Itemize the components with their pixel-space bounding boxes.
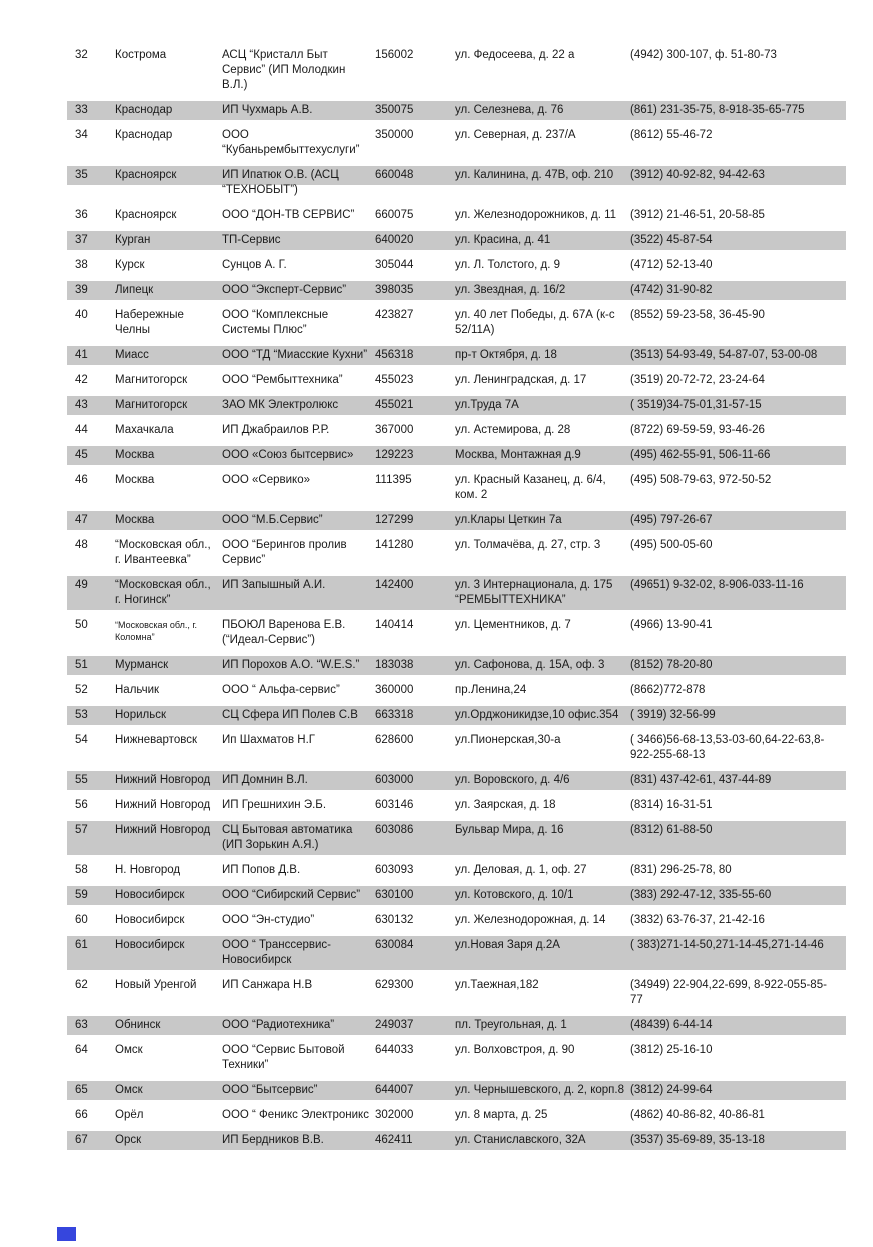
phone-cell: (4862) 40-86-82, 40-86-81 (630, 1109, 765, 1121)
address-cell: ул.Пионерская,30-а (455, 734, 561, 746)
address-cell: ул.Таежная,182 (455, 979, 539, 991)
city-cell: Норильск (115, 709, 167, 721)
table-row (67, 46, 846, 95)
phone-cell: (495) 500-05-60 (630, 539, 713, 551)
phone-cell: (3912) 40-92-82, 94-42-63 (630, 169, 765, 181)
row-number: 48 (75, 539, 88, 551)
postal-code-cell: 640020 (375, 234, 414, 246)
postal-code-cell: 129223 (375, 449, 414, 461)
postal-code-cell: 156002 (375, 49, 414, 61)
company-cell: ООО “ Альфа-сервис” (222, 684, 340, 696)
postal-code-cell: 305044 (375, 259, 414, 271)
address-cell: ул. Селезнева, д. 76 (455, 104, 564, 116)
company-cell: ТП-Сервис (222, 234, 281, 246)
row-number: 62 (75, 979, 88, 991)
row-number: 38 (75, 259, 88, 271)
company-cell: ООО «Сервико» (222, 474, 311, 486)
postal-code-cell: 462411 (375, 1134, 413, 1146)
table-row (67, 681, 846, 700)
company-cell: ИП Попов Д.В. (222, 864, 301, 876)
table-row (67, 1131, 846, 1150)
city-cell: Курган (115, 234, 151, 246)
row-number: 47 (75, 514, 88, 526)
postal-code-cell: 249037 (375, 1019, 414, 1031)
phone-cell: (49651) 9-32-02, 8-906-033-11-16 (630, 579, 804, 591)
address-cell: ул. Деловая, д. 1, оф. 27 (455, 864, 587, 876)
table-row (67, 771, 846, 790)
row-number: 32 (75, 49, 88, 61)
table-row (67, 396, 846, 415)
table-row (67, 1016, 846, 1035)
postal-code-cell: 350000 (375, 129, 414, 141)
row-number: 60 (75, 914, 88, 926)
table-row (67, 616, 846, 650)
city-cell: Набережные Челны (115, 309, 184, 336)
address-cell: ул. Северная, д. 237/А (455, 129, 576, 141)
postal-code-cell: 603093 (375, 864, 414, 876)
phone-cell: (3812) 24-99-64 (630, 1084, 713, 1096)
city-cell: Кострома (115, 49, 167, 61)
city-cell: Москва (115, 474, 155, 486)
postal-code-cell: 630100 (375, 889, 414, 901)
address-cell: ул.Орджоникидзе,10 офис.354 (455, 709, 619, 721)
phone-cell: (3912) 21-46-51, 20-58-85 (630, 209, 765, 221)
city-cell: Миасс (115, 349, 149, 361)
postal-code-cell: 423827 (375, 309, 414, 321)
address-cell: ул. 8 марта, д. 25 (455, 1109, 548, 1121)
table-row (67, 126, 846, 160)
table-row (67, 976, 846, 1010)
company-cell: ООО “Берингов пролив Сервис” (222, 539, 347, 566)
postal-code-cell: 630084 (375, 939, 414, 951)
company-cell: ООО “Бытсервис” (222, 1084, 318, 1096)
address-cell: пл. Треугольная, д. 1 (455, 1019, 567, 1031)
phone-cell: (8552) 59-23-58, 36-45-90 (630, 309, 765, 321)
company-cell: ИП Санжара Н.В (222, 979, 313, 991)
phone-cell: (495) 508-79-63, 972-50-52 (630, 474, 772, 486)
postal-code-cell: 302000 (375, 1109, 414, 1121)
address-cell: ул. Волховстроя, д. 90 (455, 1044, 575, 1056)
company-cell: ООО “ Транссервис-Новосибирск (222, 939, 331, 966)
table-row (67, 706, 846, 725)
city-cell: Н. Новгород (115, 864, 181, 876)
postal-code-cell: 142400 (375, 579, 414, 591)
row-number: 58 (75, 864, 88, 876)
table-row (67, 821, 846, 855)
city-cell: Нижневартовск (115, 734, 197, 746)
address-cell: ул. Ленинградская, д. 17 (455, 374, 587, 386)
postal-code-cell: 183038 (375, 659, 414, 671)
city-cell: Красноярск (115, 169, 177, 181)
row-number: 34 (75, 129, 88, 141)
postal-code-cell: 628600 (375, 734, 414, 746)
address-cell: ул. Цементников, д. 7 (455, 619, 571, 631)
table-row (67, 731, 846, 765)
postal-code-cell: 660048 (375, 169, 414, 181)
company-cell: ООО “Эксперт-Сервис” (222, 284, 347, 296)
phone-cell: (8152) 78-20-80 (630, 659, 713, 671)
phone-cell: (495) 797-26-67 (630, 514, 713, 526)
city-cell: Омск (115, 1044, 143, 1056)
city-cell: “Московская обл., г. Ногинск” (115, 579, 211, 606)
company-cell: ООО «Союз бытсервис» (222, 449, 354, 461)
city-cell: Новосибирск (115, 939, 185, 951)
city-cell: Магнитогорск (115, 374, 188, 386)
phone-cell: (8314) 16-31-51 (630, 799, 713, 811)
address-cell: ул. Федосеева, д. 22 а (455, 49, 575, 61)
blue-square-marker (57, 1227, 76, 1241)
postal-code-cell: 350075 (375, 104, 414, 116)
phone-cell: (8612) 55-46-72 (630, 129, 713, 141)
phone-cell: (383) 292-47-12, 335-55-60 (630, 889, 772, 901)
phone-cell: (4966) 13-90-41 (630, 619, 713, 631)
address-cell: ул. Сафонова, д. 15А, оф. 3 (455, 659, 605, 671)
phone-cell: (4712) 52-13-40 (630, 259, 713, 271)
row-number: 56 (75, 799, 88, 811)
address-cell: ул. Красный Казанец, д. 6/4, ком. 2 (455, 474, 606, 501)
postal-code-cell: 630132 (375, 914, 414, 926)
phone-cell: (48439) 6-44-14 (630, 1019, 713, 1031)
phone-cell: (3832) 63-76-37, 21-42-16 (630, 914, 765, 926)
city-cell: Нальчик (115, 684, 160, 696)
city-cell: Липецк (115, 284, 154, 296)
table-row (67, 421, 846, 440)
postal-code-cell: 663318 (375, 709, 414, 721)
row-number: 63 (75, 1019, 88, 1031)
table-row (67, 206, 846, 225)
row-number: 66 (75, 1109, 88, 1121)
address-cell: ул.Клары Цеткин 7а (455, 514, 562, 526)
company-cell: СЦ Бытовая автоматика (ИП Зорькин А.Я.) (222, 824, 353, 851)
address-cell: ул. Л. Толстого, д. 9 (455, 259, 561, 271)
company-cell: ООО “Сервис Бытовой Техники” (222, 1044, 345, 1071)
address-cell: ул. Астемирова, д. 28 (455, 424, 571, 436)
company-cell: ООО “Комплексные Системы Плюс” (222, 309, 329, 336)
row-number: 53 (75, 709, 88, 721)
address-cell: пр.Ленина,24 (455, 684, 527, 696)
postal-code-cell: 660075 (375, 209, 414, 221)
address-cell: ул. 3 Интернационала, д. 175 “РЕМБЫТТЕХНИКА” (455, 579, 613, 606)
table-row (67, 1106, 846, 1125)
company-cell: Ип Шахматов Н.Г (222, 734, 315, 746)
table-row (67, 861, 846, 880)
postal-code-cell: 111395 (375, 474, 412, 486)
address-cell: ул.Новая Заря д.2А (455, 939, 560, 951)
postal-code-cell: 360000 (375, 684, 414, 696)
company-cell: ПБОЮЛ Варенова Е.В. (“Идеал-Сервис”) (222, 619, 346, 646)
phone-cell: ( 3466)56-68-13,53-03-60,64-22-63,8-922-255-68-13 (630, 734, 825, 761)
row-number: 57 (75, 824, 88, 836)
postal-code-cell: 644007 (375, 1084, 414, 1096)
postal-code-cell: 140414 (375, 619, 414, 631)
city-cell: Краснодар (115, 129, 173, 141)
phone-cell: (8662)772-878 (630, 684, 706, 696)
phone-cell: (3513) 54-93-49, 54-87-07, 53-00-08 (630, 349, 818, 361)
row-number: 50 (75, 619, 88, 631)
city-cell: “Московская обл., г. Коломна” (115, 620, 198, 642)
postal-code-cell: 455023 (375, 374, 414, 386)
phone-cell: (3537) 35-69-89, 35-13-18 (630, 1134, 765, 1146)
phone-cell: (3522) 45-87-54 (630, 234, 713, 246)
city-cell: Махачкала (115, 424, 174, 436)
company-cell: ИП Бердников В.В. (222, 1134, 324, 1146)
row-number: 45 (75, 449, 88, 461)
table-row (67, 536, 846, 570)
company-cell: ИП Чухмарь А.В. (222, 104, 313, 116)
city-cell: Курск (115, 259, 145, 271)
phone-cell: (34949) 22-904,22-699, 8-922-055-85- 77 (630, 979, 827, 1006)
company-cell: АСЦ “Кристалл Быт Сервис” (ИП Молодкин В.Л.) (222, 49, 346, 91)
phone-cell: (3812) 25-16-10 (630, 1044, 713, 1056)
address-cell: ул. Толмачёва, д. 27, стр. 3 (455, 539, 601, 551)
row-number: 65 (75, 1084, 88, 1096)
table-row (67, 281, 846, 300)
address-cell: ул. Чернышевского, д. 2, корп.8 (455, 1084, 624, 1096)
company-cell: ООО “ДОН-ТВ СЕРВИС” (222, 209, 355, 221)
city-cell: Новосибирск (115, 914, 185, 926)
postal-code-cell: 367000 (375, 424, 414, 436)
table-row (67, 576, 846, 610)
city-cell: Краснодар (115, 104, 173, 116)
row-number: 40 (75, 309, 88, 321)
phone-cell: (831) 296-25-78, 80 (630, 864, 732, 876)
company-cell: ООО “Радиотехника” (222, 1019, 335, 1031)
postal-code-cell: 629300 (375, 979, 414, 991)
address-cell: ул. Железнодорожников, д. 11 (455, 209, 617, 221)
postal-code-cell: 127299 (375, 514, 414, 526)
postal-code-cell: 141280 (375, 539, 414, 551)
company-cell: ИП Порохов А.О. “W.E.S.” (222, 659, 360, 671)
city-cell: Нижний Новгород (115, 824, 211, 836)
city-cell: Обнинск (115, 1019, 161, 1031)
table-row (67, 511, 846, 530)
city-cell: Нижний Новгород (115, 774, 211, 786)
company-cell: ООО “ Феникс Электроникс (222, 1109, 369, 1121)
address-cell: ул. Железнодорожная, д. 14 (455, 914, 606, 926)
phone-cell: (4942) 300-107, ф. 51-80-73 (630, 49, 777, 61)
postal-code-cell: 455021 (375, 399, 414, 411)
city-cell: Орёл (115, 1109, 144, 1121)
table-row (67, 936, 846, 970)
phone-cell: (861) 231-35-75, 8-918-35-65-775 (630, 104, 805, 116)
table-row (67, 101, 846, 120)
address-cell: ул. Станиславского, 32А (455, 1134, 586, 1146)
address-cell: ул. Звездная, д. 16/2 (455, 284, 566, 296)
phone-cell: (8312) 61-88-50 (630, 824, 713, 836)
table-row (67, 911, 846, 930)
city-cell: Мурманск (115, 659, 169, 671)
table-row (67, 306, 846, 340)
row-number: 41 (75, 349, 88, 361)
city-cell: Москва (115, 449, 155, 461)
address-cell: Бульвар Мира, д. 16 (455, 824, 564, 836)
city-cell: Омск (115, 1084, 143, 1096)
row-number: 46 (75, 474, 88, 486)
city-cell: “Московская обл., г. Ивантеевка” (115, 539, 211, 566)
row-number: 36 (75, 209, 88, 221)
company-cell: ИП Джабраилов Р.Р. (222, 424, 330, 436)
row-number: 35 (75, 169, 88, 181)
city-cell: Орск (115, 1134, 142, 1146)
city-cell: Нижний Новгород (115, 799, 211, 811)
company-cell: ИП Запышный А.И. (222, 579, 326, 591)
company-cell: Сунцов А. Г. (222, 259, 287, 271)
city-cell: Красноярск (115, 209, 177, 221)
table-row (67, 256, 846, 275)
table-row (67, 346, 846, 365)
postal-code-cell: 398035 (375, 284, 414, 296)
address-cell: ул. Красина, д. 41 (455, 234, 551, 246)
postal-code-cell: 603000 (375, 774, 414, 786)
table-row (67, 446, 846, 465)
phone-cell: ( 3519)34-75-01,31-57-15 (630, 399, 762, 411)
address-cell: пр-т Октября, д. 18 (455, 349, 557, 361)
company-cell: ИП Домнин В.Л. (222, 774, 308, 786)
postal-code-cell: 456318 (375, 349, 414, 361)
address-cell: ул. Воровского, д. 4/6 (455, 774, 570, 786)
row-number: 59 (75, 889, 88, 901)
row-number: 42 (75, 374, 88, 386)
row-number: 54 (75, 734, 88, 746)
postal-code-cell: 603086 (375, 824, 414, 836)
company-cell: ИП Ипатюк О.В. (АСЦ “ТЕХНОБЫТ”) (222, 169, 339, 196)
address-cell: ул.Труда 7А (455, 399, 519, 411)
company-cell: ООО “Эн-студио” (222, 914, 315, 926)
row-number: 37 (75, 234, 88, 246)
row-number: 51 (75, 659, 88, 671)
postal-code-cell: 603146 (375, 799, 414, 811)
address-cell: ул. 40 лет Победы, д. 67А (к-с 52/11А) (455, 309, 615, 336)
company-cell: ООО “Сибирский Сервис” (222, 889, 361, 901)
city-cell: Москва (115, 514, 155, 526)
phone-cell: ( 383)271-14-50,271-14-45,271-14-46 (630, 939, 824, 951)
row-number: 49 (75, 579, 88, 591)
phone-cell: (3519) 20-72-72, 23-24-64 (630, 374, 765, 386)
row-number: 33 (75, 104, 88, 116)
company-cell: СЦ Сфера ИП Полев С.В (222, 709, 358, 721)
phone-cell: (831) 437-42-61, 437-44-89 (630, 774, 772, 786)
company-cell: ИП Грешнихин Э.Б. (222, 799, 327, 811)
city-cell: Новый Уренгой (115, 979, 197, 991)
company-cell: ООО “М.Б.Сервис” (222, 514, 323, 526)
city-cell: Новосибирск (115, 889, 185, 901)
service-centers-table (67, 46, 846, 1156)
address-cell: ул. Заярская, д. 18 (455, 799, 556, 811)
phone-cell: (8722) 69-59-59, 93-46-26 (630, 424, 765, 436)
address-cell: Москва, Монтажная д.9 (455, 449, 581, 461)
table-row (67, 1041, 846, 1075)
address-cell: ул. Котовского, д. 10/1 (455, 889, 574, 901)
row-number: 44 (75, 424, 88, 436)
row-number: 52 (75, 684, 88, 696)
table-row (67, 796, 846, 815)
row-number: 61 (75, 939, 88, 951)
company-cell: ООО “Кубаньрембыттехуслуги” (222, 129, 360, 156)
row-number: 39 (75, 284, 88, 296)
table-row (67, 886, 846, 905)
row-number: 64 (75, 1044, 88, 1056)
postal-code-cell: 644033 (375, 1044, 414, 1056)
row-number: 43 (75, 399, 88, 411)
table-row (67, 166, 846, 200)
table-row (67, 1081, 846, 1100)
company-cell: ООО “Рембыттехника” (222, 374, 343, 386)
city-cell: Магнитогорск (115, 399, 188, 411)
phone-cell: ( 3919) 32-56-99 (630, 709, 716, 721)
table-row (67, 471, 846, 505)
row-number: 67 (75, 1134, 88, 1146)
table-row (67, 231, 846, 250)
company-cell: ЗАО МК Электролюкс (222, 399, 339, 411)
address-cell: ул. Калинина, д. 47В, оф. 210 (455, 169, 614, 181)
table-row (67, 371, 846, 390)
row-number: 55 (75, 774, 88, 786)
company-cell: ООО “ТД “Миасские Кухни” (222, 349, 368, 361)
table-row (67, 656, 846, 675)
phone-cell: (495) 462-55-91, 506-11-66 (630, 449, 771, 461)
phone-cell: (4742) 31-90-82 (630, 284, 713, 296)
